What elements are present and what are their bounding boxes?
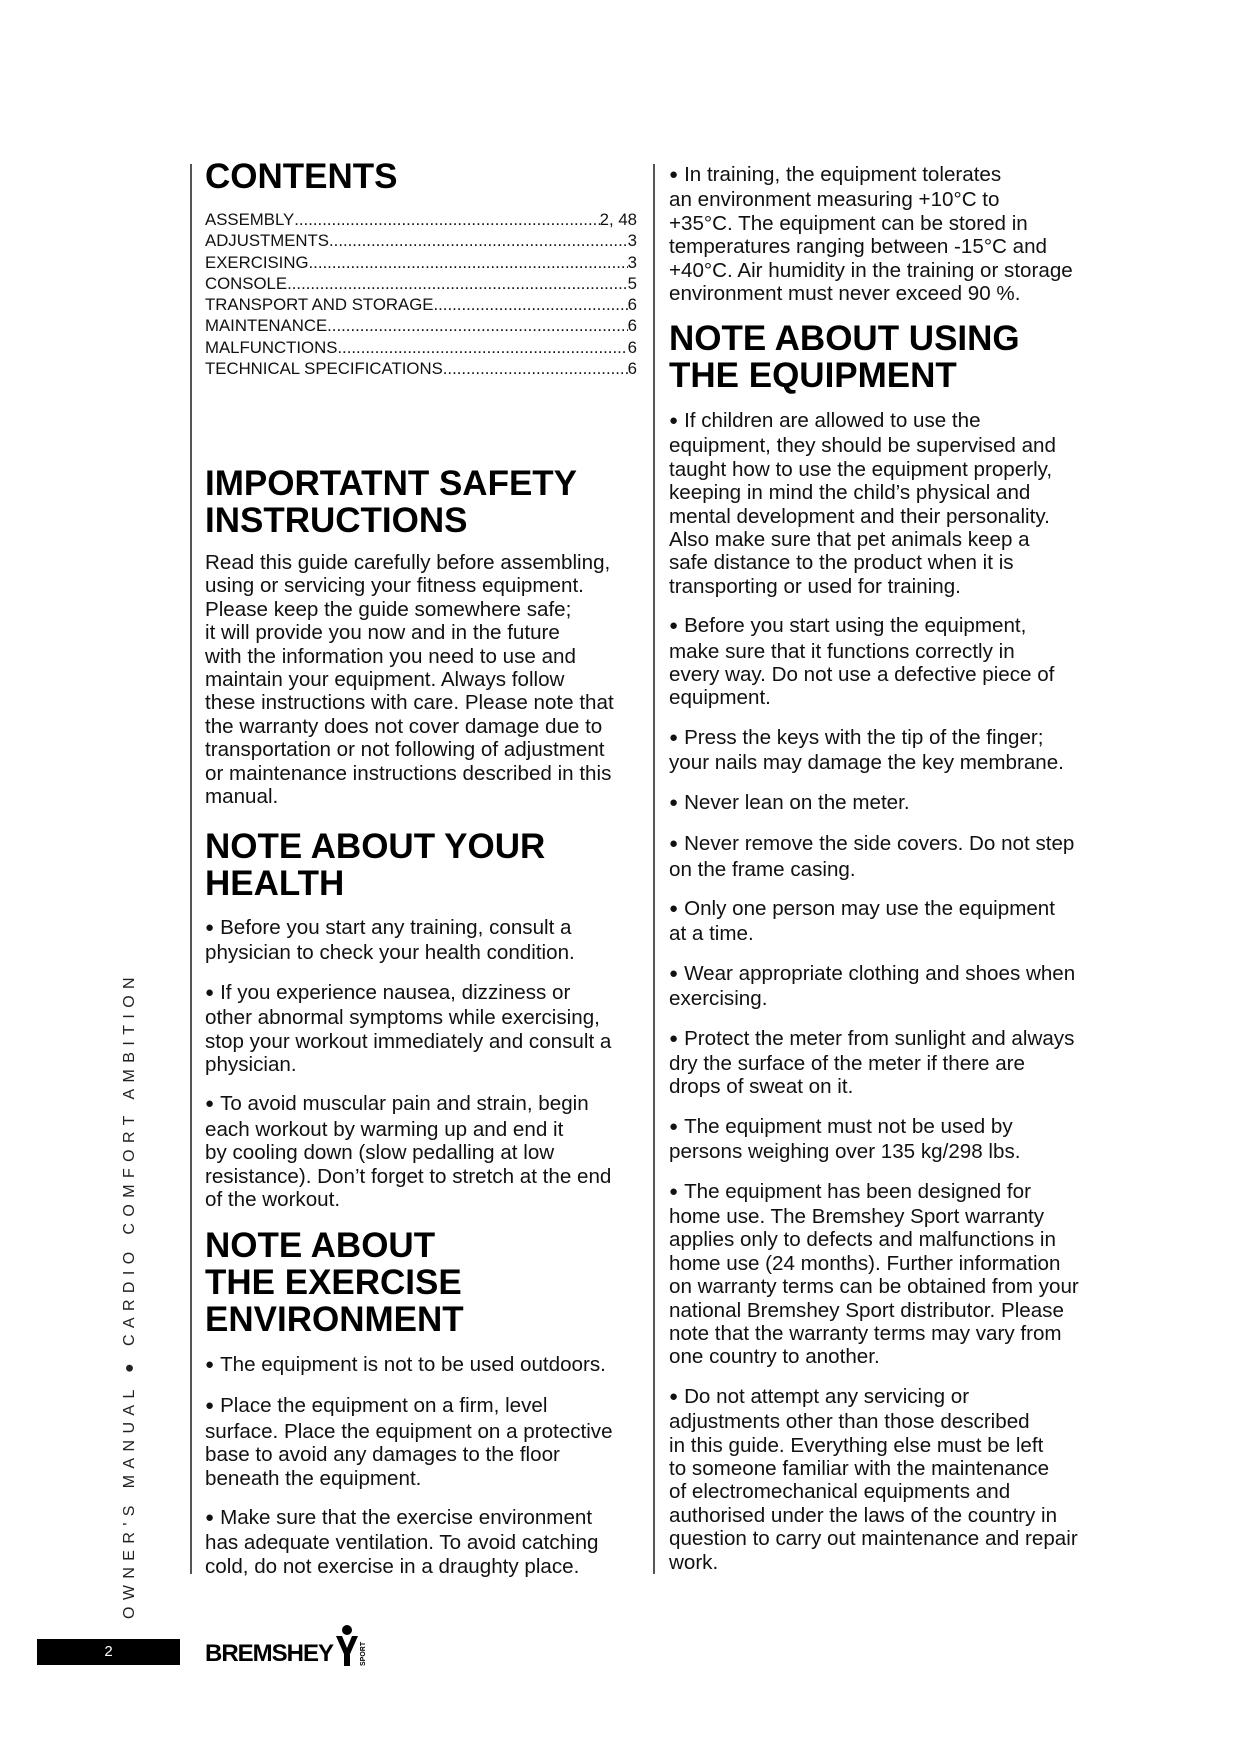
- page-number: 2: [37, 1639, 180, 1665]
- using-title: NOTE ABOUT USING THE EQUIPMENT: [669, 319, 1020, 395]
- health-item: ● To avoid muscular pain and strain, begin each workout by warming up and end it by cooling down (slow pedalling at low resistance). Don’t forget to stretch at the end of the workout.: [205, 1092, 650, 1211]
- toc-page: 6: [627, 337, 637, 357]
- environment-item: ● Make sure that the exercise environment has adequate ventilation. To avoid catching cold, do not exercise in a draughty place.: [205, 1506, 650, 1578]
- left-column-rule: [190, 164, 192, 1574]
- side-running-title: OWNER'S MANUAL ● CARDIO COMFORT AMBITION: [121, 970, 138, 1619]
- toc-page: 6: [627, 316, 637, 336]
- toc-label: TRANSPORT AND STORAGE: [205, 295, 434, 315]
- safety-text: Read this guide carefully before assembling, using or servicing your fitness equipment. Please keep the guide somewhere safe; it will provide you now and in the future with the information you need to use and maintain your equipment. Always follow these instructions with care. Please note that the warranty does not cover damage due to transportation or not following of adjustment or maintenance instructions described in this manual.: [205, 551, 614, 809]
- using-item: ● Never lean on the meter.: [669, 791, 1114, 816]
- toc-entry[interactable]: [205, 315, 637, 336]
- toc-page: 5: [627, 273, 637, 293]
- using-item: ● Protect the meter from sunlight and always dry the surface of the meter if there are drops of sweat on it.: [669, 1027, 1114, 1099]
- toc-entry[interactable]: [205, 337, 637, 358]
- environment-title: NOTE ABOUT THE EXERCISE ENVIRONMENT: [205, 1226, 464, 1339]
- using-section: [669, 320, 1114, 1590]
- middle-column-rule: [653, 164, 655, 1574]
- health-item: ● Before you start any training, consult a physician to check your health condition.: [205, 916, 650, 965]
- toc-entry[interactable]: [205, 273, 637, 294]
- toc-entry[interactable]: [205, 294, 637, 315]
- using-item: ● Only one person may use the equipment at a time.: [669, 897, 1114, 946]
- using-item: ● The equipment has been designed for home use. The Bremshey Sport warranty applies only to defects and malfunctions in home use (24 months). Further information on warranty terms can be obtained from your national Bremshey Sport distributor. Please note that the warranty terms may vary from one country to another.: [669, 1180, 1114, 1369]
- contents-section: [205, 158, 650, 379]
- toc-label: MAINTENANCE: [205, 316, 328, 336]
- using-item: ● If children are allowed to use the equipment, they should be supervised and taught how to use the equipment properly, keeping in mind the child’s physical and mental development and their personality. Also make sure that pet animals keep a safe distance to the product when it is transporting or used for training.: [669, 409, 1114, 598]
- toc-entry[interactable]: [205, 230, 637, 251]
- toc-label: TECHNICAL SPECIFICATIONS: [205, 359, 443, 379]
- toc-label: MALFUNCTIONS: [205, 337, 338, 357]
- toc-page: 3: [627, 231, 637, 251]
- logo-figure-icon: [335, 1624, 369, 1668]
- toc-label: ADJUSTMENTS: [205, 231, 329, 251]
- toc-label: EXERCISING: [205, 252, 309, 272]
- bremshey-sport-logo: [205, 1622, 369, 1668]
- using-item: ● Never remove the side covers. Do not step on the frame casing.: [669, 832, 1114, 881]
- toc-entry[interactable]: [205, 209, 637, 230]
- environment-item: ● The equipment is not to be used outdoors.: [205, 1353, 650, 1378]
- safety-title: IMPORTATNT SAFETY INSTRUCTIONS: [205, 464, 578, 540]
- using-item: ● Do not attempt any servicing or adjustments other than those described in this guide. Everything else must be left to someone familiar with the maintenance of electromechanical equipments and authorised under the laws of the country in question to carry out maintenance and repair work.: [669, 1385, 1114, 1574]
- environment-section: [205, 1227, 650, 1594]
- using-item: ● The equipment must not be used by persons weighing over 135 kg/298 lbs.: [669, 1115, 1114, 1164]
- contents-title: CONTENTS: [205, 157, 398, 196]
- logo-wordmark: BREMSHEY: [205, 1640, 334, 1667]
- toc-entry[interactable]: [205, 358, 637, 379]
- environment-item: ● Place the equipment on a firm, level surface. Place the equipment on a protective base to avoid any damages to the floor beneath the equipment.: [205, 1394, 650, 1490]
- environment-continued: ● In training, the equipment tolerates an environment measuring +10°C to +35°C. The equipment can be stored in temperatures ranging between -15°C and +40°C. Air humidity in the training or storage environment must never exceed 90 %.: [669, 163, 1114, 305]
- toc-page: 3: [627, 252, 637, 272]
- safety-section: [205, 465, 650, 824]
- environment-continued-section: [669, 163, 1114, 321]
- table-of-contents: [205, 209, 637, 379]
- health-section: [205, 828, 650, 1227]
- toc-page: 6: [627, 295, 637, 315]
- toc-page: 6: [627, 359, 637, 379]
- using-item: ● Press the keys with the tip of the finger; your nails may damage the key membrane.: [669, 726, 1114, 775]
- toc-label: ASSEMBLY: [205, 210, 295, 229]
- health-item: ● If you experience nausea, dizziness or other abnormal symptoms while exercising, stop your workout immediately and consult a physician.: [205, 981, 650, 1077]
- toc-entry[interactable]: [205, 252, 637, 273]
- toc-page: 2, 48: [599, 210, 637, 229]
- using-item: ● Wear appropriate clothing and shoes when exercising.: [669, 962, 1114, 1011]
- health-title: NOTE ABOUT YOUR HEALTH: [205, 827, 546, 903]
- using-item: ● Before you start using the equipment, make sure that it functions correctly in every way. Do not use a defective piece of equipment.: [669, 614, 1114, 710]
- svg-text:SPORT: SPORT: [360, 1641, 368, 1666]
- toc-label: CONSOLE: [205, 273, 288, 293]
